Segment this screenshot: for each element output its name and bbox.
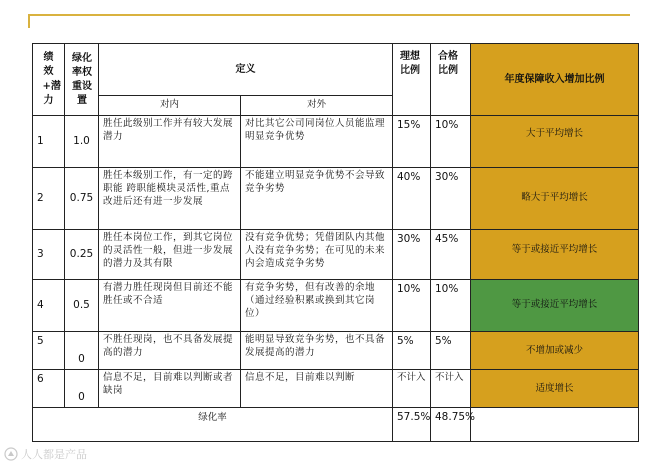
table-row [33, 168, 639, 230]
row-external: 信息不足，目前难以判断 [241, 370, 393, 408]
row-ideal: 30% [393, 230, 431, 280]
footer-row [33, 408, 639, 442]
table-row [33, 116, 639, 168]
row-increase: 略大于平均增长 [471, 168, 639, 230]
row-rate: 1.0 [65, 116, 99, 168]
footer-increase [471, 408, 639, 442]
row-external: 没有竞争优势；凭借团队内其他人没有竞争劣势；在可见的未来内会造成竞争劣势 [241, 230, 393, 280]
row-increase: 大于平均增长 [471, 116, 639, 168]
row-rate: 0.25 [65, 230, 99, 280]
row-internal: 信息不足，目前难以判断或者缺岗 [99, 370, 241, 408]
watermark-text: 人人都是产品 [21, 448, 87, 461]
row-qualified: 10% [431, 116, 471, 168]
footer-label: 绿化率 [33, 408, 393, 442]
table-row [33, 280, 639, 332]
row-increase: 不增加或减少 [471, 332, 639, 370]
header-increase: 年度保障收入增加比例 [471, 44, 639, 116]
table-row [33, 332, 639, 370]
performance-table [32, 43, 639, 442]
row-category: 4 [33, 280, 65, 332]
row-category: 5 [33, 332, 65, 370]
row-qualified: 10% [431, 280, 471, 332]
row-internal: 不胜任现岗，也不具备发展提高的潜力 [99, 332, 241, 370]
row-external: 能明显导致竞争劣势，也不具备发展提高的潜力 [241, 332, 393, 370]
row-increase: 等于或接近平均增长 [471, 230, 639, 280]
header-performance-label: 绩效+潜力 [42, 51, 61, 106]
row-qualified: 45% [431, 230, 471, 280]
footer-qualified: 48.75% [431, 408, 471, 442]
row-internal: 胜任本级别工作，有一定的跨职能 跨职能模块灵活性,重点改进后还有进一步发展 [99, 168, 241, 230]
row-rate: 0 [65, 332, 99, 370]
row-internal: 胜任本岗位工作，到其它岗位的灵活性一般，但进一步发展的潜力及其有限 [99, 230, 241, 280]
header-internal: 对内 [99, 96, 241, 116]
row-ideal: 15% [393, 116, 431, 168]
row-increase: 等于或接近平均增长 [471, 280, 639, 332]
row-qualified: 5% [431, 332, 471, 370]
row-category: 6 [33, 370, 65, 408]
header-qualified-label: 合格比例 [438, 51, 458, 76]
header-row [33, 44, 639, 96]
header-ideal-label: 理想比例 [400, 51, 420, 76]
table-row [33, 230, 639, 280]
footer-ideal: 57.5% [393, 408, 431, 442]
header-rate-label: 绿化率权重设置 [72, 52, 92, 106]
row-category: 3 [33, 230, 65, 280]
row-ideal: 40% [393, 168, 431, 230]
row-ideal: 10% [393, 280, 431, 332]
row-internal: 有潜力胜任现岗但目前还不能胜任或不合适 [99, 280, 241, 332]
header-qualified [431, 44, 471, 116]
header-ideal [393, 44, 431, 116]
row-external: 有竞争劣势，但有改善的余地（通过经验积累或换到其它岗位） [241, 280, 393, 332]
header-external: 对外 [241, 96, 393, 116]
watermark [4, 446, 87, 462]
row-rate: 0.5 [65, 280, 99, 332]
row-internal: 胜任此级别工作并有较大发展潜力 [99, 116, 241, 168]
row-qualified: 不计入 [431, 370, 471, 408]
header-performance [33, 44, 65, 116]
top-rule-tick [28, 14, 30, 28]
row-external: 对比其它公司同岗位人员能监理明显竞争优势 [241, 116, 393, 168]
logo-icon [4, 447, 18, 461]
row-increase: 适度增长 [471, 370, 639, 408]
row-category: 1 [33, 116, 65, 168]
header-definition: 定义 [99, 44, 393, 96]
row-rate: 0.75 [65, 168, 99, 230]
table-row [33, 370, 639, 408]
row-category: 2 [33, 168, 65, 230]
row-qualified: 30% [431, 168, 471, 230]
row-external: 不能建立明显竞争优势不会导致竞争劣势 [241, 168, 393, 230]
row-ideal: 不计入 [393, 370, 431, 408]
row-rate: 0 [65, 370, 99, 408]
row-ideal: 5% [393, 332, 431, 370]
top-rule [30, 14, 630, 16]
header-rate [65, 44, 99, 116]
